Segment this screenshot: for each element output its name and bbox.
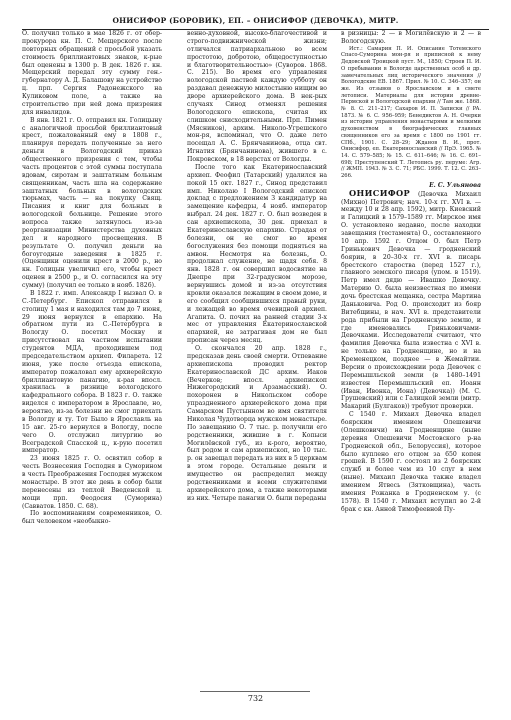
bibliography: Ист.: Самарин П. И. Описание Тотемского Спасо-Суморина мон-ря и приписной к нему Дедовской Троицкой пуст. М., 1850; Строев П. И. О пребывании в Вологде царственных особ и др. замечательных лиц исторического значения // Вологодские ЕВ. 1867. Прил. № 10. С. 346–357; он же. Из отзывов о Ярославском и в смете летописи. Материалы для истории древне-Пермской и Вологодской епархии // Там же. 1868. № 8. С. 211–217; Сахаров И. П. Записки // PA. 1873. № 6. С. 956–959; Бенедиктов А. Н. Очерки из истории управления монастырями и мелкими духовенством в биографических главных священников его за время с 1800 по 1901 гг. СПб., 1901. С. 28–29; Жданов В. И., прот. Онисифор, еп. Екатеринославский // ПрЭ. 1965. № 14. С. 579–585; № 15. С. 611–646; № 16. С. 691–698; Преступенский Т. Летопись ру. перуме: Агр. // ЖМП. 1943. № 3. С. 71; РБС. 1999. Т. 12. С. 263–266. bbox=[341, 45, 481, 180]
footer-rule bbox=[200, 691, 310, 692]
paragraph: В янв. 1821 г. О. отправил кн. Голицыну с аналогичной просьбой бриллиантовый крест, пожалованный ему в 1808 г., планируя передать полученные за него деньги в Вологодский приказ общественного призрения с тем, чтобы часть процентов с этой суммы поступала вдовам, сиротам и заштатным больным священникам, часть шла на содержание заштатных больных в вологодских тюрьмах, часть — на покупку Свящ. Писания и книг для больных в вологодской больнице. Решение этого вопроса также затянулось из-за реорганизации Министерства духовных дел и народного просвещения. В результате О. получил деньги на богоугодные заведения в 1825 г. (Оценщики оценили крест в 2000 р., но кн. Голицын увеличил его, чтобы крест оценен в 2500 р., и О. согласился на эту сумму) (получил ее только в нояб. 1826). bbox=[22, 116, 162, 289]
paragraph: О. скончался 20 апр. 1828 г., предсказав день своей смерти. Отпевание архиепископа проводил ректор Екатеринославской ДС архим. Иаков (Вечерков; впосл. архиепископ Нижегородский и Арзамасский). О. похоронен в Никольском соборе упраздненного архиерейского дома при Самарском Пустынном во имя святителя Николая Чудотворца мужском монастыре. По завещанию О. 7 тыс. р. получили его родственники, жившие в г. Копыси Могилёвской губ., из к-рого, вероятно, был родом и сам архиепископ, но 10 тыс. р. он завещал передать из них в 5 церквам в этом городе. Остальные деньги и имущество он распределил между родственниками и всеми служителями архиерейского дома, а также некоторыми из них. Четыре панагии О. были переданы bbox=[187, 345, 327, 502]
paragraph: С 1540 г. Михаил Девочка владел боярским имением Олешевичи (Олешковичи) на Гродненщине (ныне деревня Олешевичи Мостовского р-на Гродненской обл., Белоруссия), которое было куплено его отцом за 650 копен грошей. В 1590 г. состоял из 2 боярских служб и более чем из 10 слуг в нем (ныне). Михаил Девочка также владел имением Ятвесь (Зятковщина), часть имения Рожанка в Гродненском у. (с 1578). В 1540 г. Михаил вступил во 2-й брак с кн. Анной Тимофеевной Пу- bbox=[341, 411, 481, 513]
paragraph: в ризницы: 2 — в Могилёвскую и 2 — в Вологодскую. bbox=[341, 30, 481, 45]
author-signature: Е. С. Ульянова bbox=[429, 181, 481, 189]
text-column-right bbox=[341, 30, 481, 680]
text-column-middle bbox=[187, 30, 327, 680]
paragraph: По воспоминаниям современников, О. был человеком «необыкно- bbox=[22, 510, 162, 526]
page-number: 732 bbox=[247, 694, 264, 703]
article-headword: ОНИСИФОР bbox=[349, 187, 411, 198]
running-title: ОНИСИФОР (БОРОВИК), ЕП. – ОНИСИФОР (ДЕВОЧКА), МИТР. bbox=[112, 16, 399, 25]
paragraph: После того как Екатеринославский архиеп. Феофил (Татарский) удалился на покой 15 окт. 1827 г., Синод представил имп. Николаю I Вологодский епископ доклад с предложением 3 кандидатур на замещение кафедры, 4 нояб. император выбрал. 24 дек. 1827 г. О. был возведен в сан архиепископа, 30 дек. приехал в Екатеринославскую епархию. Страдая от болезни, он не смог во время богослужения без помощи подняться на амвон. Несмотря на болезнь, О. продолжал служение, не щадя себя. 8 янв. 1828 г. он совершил водосвятие на Днепре при 32-градусном морозе, вернувшись домой и из-за отсутствия кровли оказался лежащим в своем доме, и его сообщил сообщившихся правый руки, и лежащей во время очевидной архиеп. Агапита. О. почил на ранней стадии 3-х мес от управления Екатеринославской епархией, не затрагивая дом не был прописан через месяц. bbox=[187, 163, 327, 345]
paragraph: О. получил только в мае 1826 г. от обер-прокурора кн. П. С. Мещерского после повторных обращений с просьбой указать стоимость бриллиантовых знаков, к-рые был оценены в 1300 р. В дек. 1826 г. кн. Мещерский передал эту сумму ген.-губернатору А. Д. Балашову на устройство ц. прп. Сергия Радонежского на Куликовом поле, а также на строительство при ней дома призрения для инвалидов. bbox=[22, 30, 162, 116]
article-body: (Девочка Михаил (Михно) Петрович; нач. 10-х гг. XVI в. — между 10 и 28 апр. 1592), митр. Киевский и Галицкий в 1579–1589 гг. Мирское имя О. установлено недавно, после находки завещания (тестамента) О., составленного 10 апр. 1592 г. Отцом О. был Петр Гринькович Девочка — гродненский боярин, в 20–30-х гг. XVI в. писарь брестского староства (перед 1527 г.), главного земского писаря (упом. в 1519). Петр имел дядю — Ивашко Девочку. Материю О. была неизвестная по имени дочь брестская мещанка, сестра Мартина Даньковича. Род О. происходит из бояр Витебщины, в нач. XVI в. представители рода прибыли на Гродненскую землю, и где именовались Гриньковичами-Девочками. Исследователи считают, что фамилия Девочка была известна с XVI в. не только на Гродненщине, но и на Кременецком, позднее — в Жемайтии. Версии о происхождении рода Девочек с Перемышльской земли (в 1480–1491 известен Перемышльский еп. Иоанн (Иван, Ивонка, Иона) (Девочка)) (М. С. Грушевский) или с Галицкой земли (митр. Макарий (Булгаков)) требуют проверки. bbox=[341, 190, 481, 411]
article-start bbox=[341, 187, 481, 412]
paragraph: В 1822 г. имп. Александр I вызвал О. в С.-Петербург. Епископ отправился в столицу 1 мая и находился там до 7 июня, 29 июня вернулся в епархию. На обратном пути из С.-Петербурга в Вологду О. посетил Москву и присутствовал на частном испытании студентов МДА, проходившем под председательством архиеп. Филарета. 12 июня, уже после отъезда епископа, император пожаловал ему архиерейскую бриллиантовую панагию, к-рая впосл. хранилась в ризнице вологодского кафедрального собора. В 1823 г. О. также виделся с императором в Ярославле, но, вероятно, из-за болезни не смог приехать в Вологду и ту. Тот Было в Ярославль на 15 авг. 25-го вернулся в Вологду, после чего О. отслужил литургию во Всеградской Спасской ц., к-рую посетил император. bbox=[22, 289, 162, 455]
paragraph: венно-духовной, высоко-благочестивой и строго-подвижнической жизни; отличался патриархальною во всем простотою, добротою, общедоступностью и благотворительностью» (Суворов. 1868. С. 215). Во время его управления вологодской паствой каждую субботу он раздавал денежную милостыню нищим во дворе архиерейского дома. В нек-рых случаях Синод отменял решения Вологодского епископа, считая их слишком снисходительными. Прп. Пимен (Мясников), архим. Николо-Угрешского мон-ря, вспоминал, что О. даже лето посещал А. С. Брянчанинова, отца свт. Игнатия (Брянчанинова), жившего в с. Покровском, в 18 верстах от Вологды. bbox=[187, 30, 327, 163]
text-column-left bbox=[22, 30, 162, 680]
paragraph: 23 июня 1825 г. О. освятил собор в честь Вознесения Господня в Суморином в честь Преображения Господня мужском монастыре. В этот же день в собор были перенесены из теплой Введенской ц. мощи прп. Феодосия (Суморина) (Савватов. 1850. С. 68). bbox=[22, 455, 162, 510]
